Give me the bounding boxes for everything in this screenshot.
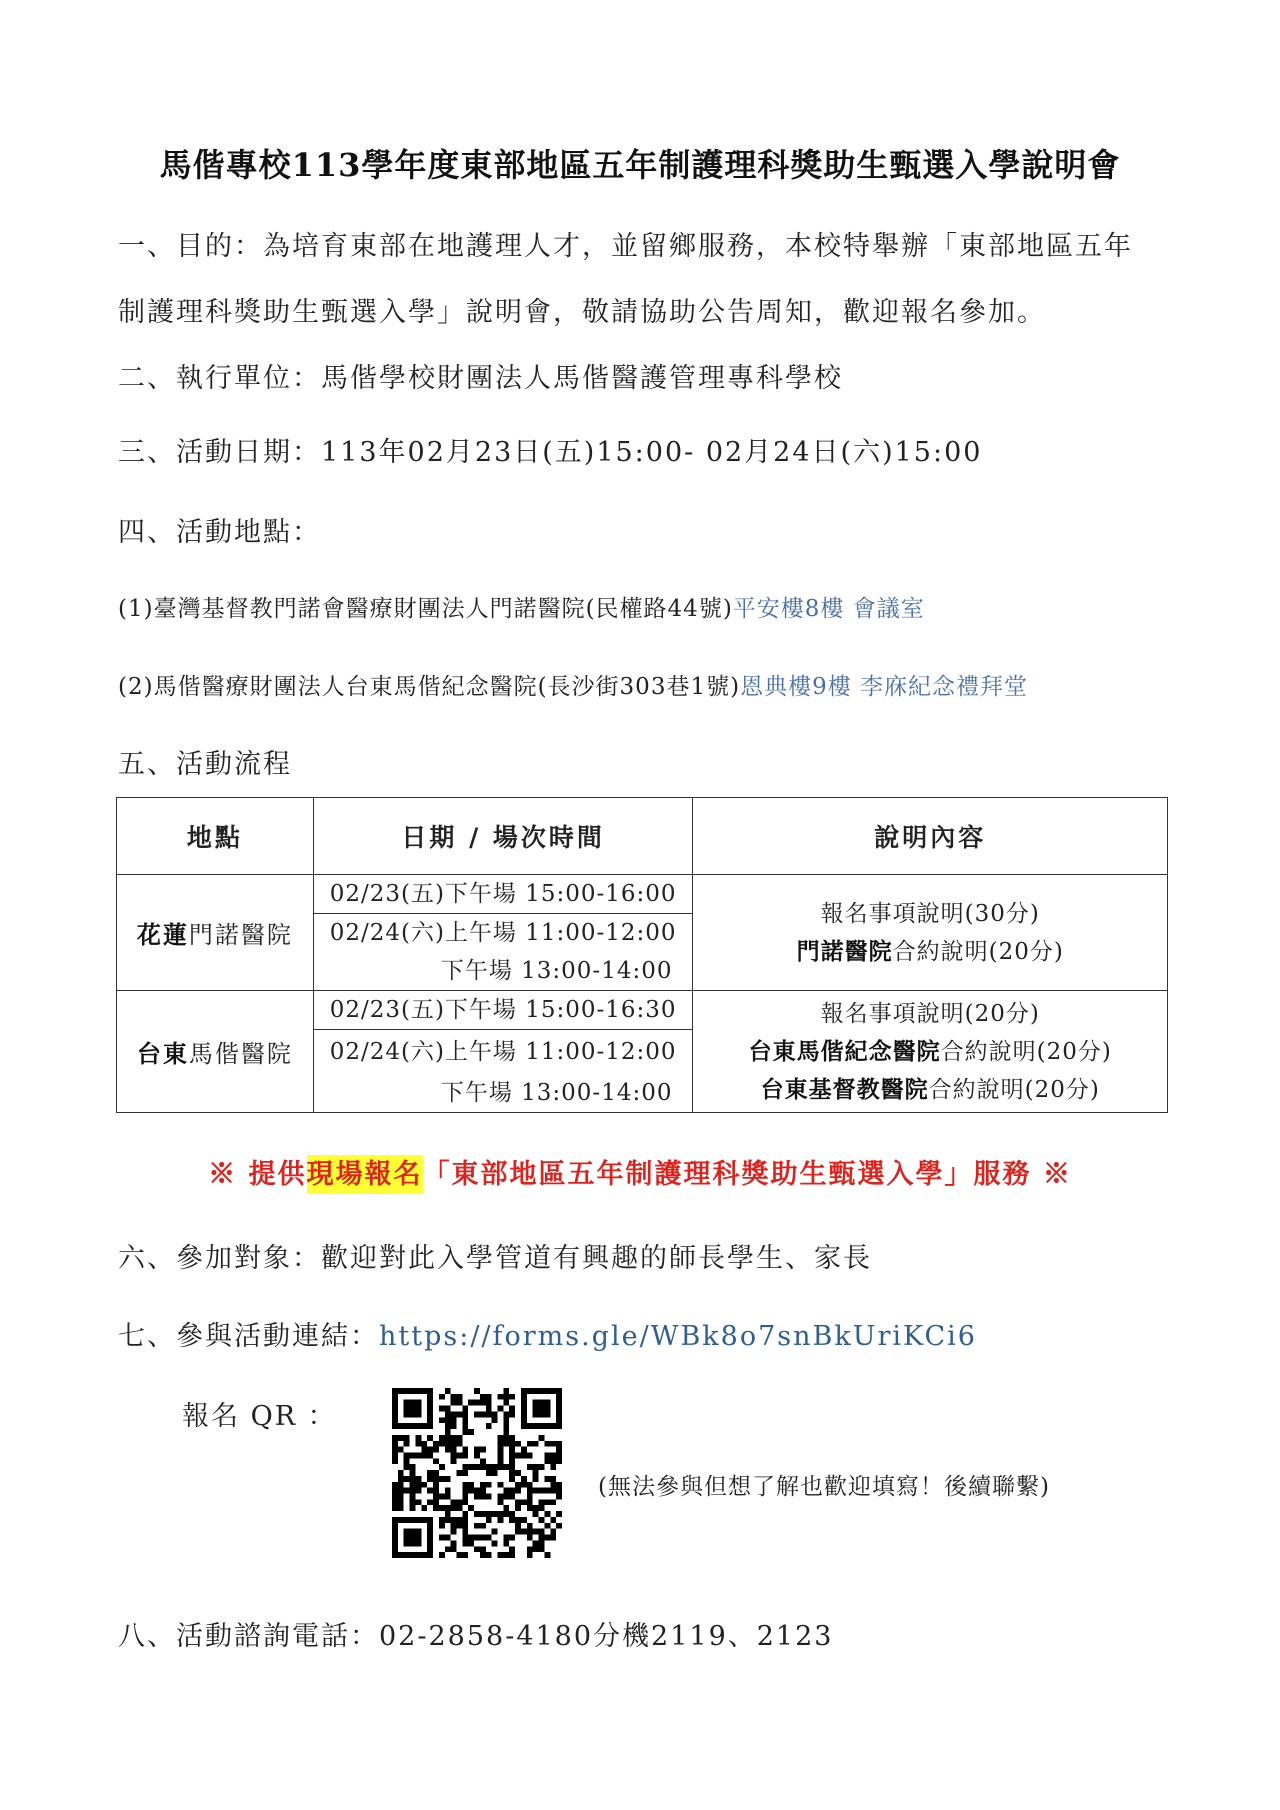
registration-link-label: 七、參與活動連結： [118, 1321, 379, 1352]
target-audience-line: 六、參加對象：歡迎對此入學管道有興趣的師長學生、家長 [118, 1243, 872, 1274]
slot-hualien-3: 下午場 13:00-14:00 [440, 958, 673, 984]
slots-taitung [313, 991, 693, 1113]
place-taitung [117, 991, 314, 1113]
venue-1-room: 平安樓8樓 會議室 [732, 596, 925, 622]
desc-hualien-2-rest: 合約說明(20分) [892, 938, 1064, 965]
desc-hualien-1: 報名事項說明(30分) [820, 900, 1040, 927]
qr-note: (無法參與但想了解也歡迎填寫！後續聯繫) [598, 1474, 1050, 1500]
venue-2 [118, 668, 1028, 701]
contact-phone-line: 八、活動諮詢電話：02-2858-4180分機2119、2123 [118, 1621, 834, 1652]
notice-prefix: ※ 提供 [208, 1159, 307, 1190]
venue-1 [118, 590, 925, 623]
flow-heading: 五、活動流程 [118, 749, 292, 780]
purpose-line-1: 一、目的：為培育東部在地護理人才，並留鄉服務，本校特舉辦「東部地區五年 [118, 231, 1133, 262]
desc-taitung-2 [693, 1033, 1167, 1071]
organizer-line: 二、執行單位：馬偕學校財團法人馬偕醫護管理專科學校 [118, 363, 843, 394]
place-taitung-city: 台東 [136, 1039, 189, 1068]
venue-heading: 四、活動地點： [118, 517, 321, 548]
header-content: 說明內容 [693, 798, 1168, 875]
qr-label: 報名 QR ： [182, 1401, 337, 1432]
slot-hualien-2: 02/24(六)上午場 11:00-12:00 [314, 913, 693, 952]
venue-1-address: (1)臺灣基督教門諾會醫療財團法人門諾醫院(民權路44號) [118, 596, 733, 622]
place-hualien-city: 花蓮 [136, 920, 189, 949]
desc-hualien-2-bold: 門諾醫院 [796, 937, 893, 965]
desc-taitung-2-rest: 合約說明(20分) [940, 1038, 1112, 1065]
registration-link[interactable]: https://forms.gle/WBk8o7snBkUriKCi6 [379, 1321, 977, 1352]
header-place: 地點 [117, 798, 314, 875]
place-hualien [117, 875, 314, 991]
desc-taitung-3-rest: 合約說明(20分) [928, 1076, 1100, 1103]
notice-suffix: 「東部地區五年制護理科獎助生甄選入學」服務 ※ [422, 1159, 1072, 1190]
slot-taitung-2: 02/24(六)上午場 11:00-12:00 [314, 1029, 693, 1074]
slots-hualien [313, 875, 693, 991]
venue-2-room: 恩典樓9樓 李庥紀念禮拜堂 [740, 674, 1029, 700]
registration-qr-code[interactable] [392, 1388, 562, 1558]
desc-taitung-3 [693, 1071, 1167, 1109]
slot-taitung-1: 02/23(五)下午場 15:00-16:30 [329, 997, 677, 1023]
desc-taitung [693, 991, 1168, 1113]
place-taitung-name: 馬偕醫院 [188, 1040, 293, 1068]
table-row-taitung [117, 991, 1168, 1113]
place-hualien-name: 門諾醫院 [188, 921, 293, 949]
table-header-row [117, 798, 1168, 875]
venue-2-address: (2)馬偕醫療財團法人台東馬偕紀念醫院(長沙街303巷1號) [118, 674, 741, 700]
slot-hualien-1: 02/23(五)下午場 15:00-16:00 [329, 881, 677, 907]
header-date: 日期 / 場次時間 [313, 798, 693, 875]
desc-taitung-2-bold: 台東馬偕紀念醫院 [748, 1037, 941, 1065]
desc-hualien-2 [693, 933, 1167, 971]
purpose-line-2: 制護理科獎助生甄選入學」說明會，敬請協助公告周知，歡迎報名參加。 [118, 297, 1046, 328]
desc-taitung-3-bold: 台東基督教醫院 [760, 1075, 929, 1103]
document-title: 馬偕專校113學年度東部地區五年制護理科獎助生甄選入學說明會 [159, 146, 1121, 184]
table-row-hualien [117, 875, 1168, 991]
desc-taitung-1: 報名事項說明(20分) [820, 1000, 1040, 1027]
notice-highlight: 現場報名 [307, 1155, 423, 1194]
onsite-registration-notice [0, 1152, 1280, 1191]
date-line: 三、活動日期：113年02月23日(五)15:00- 02月24日(六)15:00 [118, 437, 983, 468]
desc-hualien [693, 875, 1168, 991]
slot-taitung-3: 下午場 13:00-14:00 [440, 1080, 673, 1106]
registration-link-line [118, 1314, 977, 1353]
schedule-table [116, 797, 1168, 1113]
